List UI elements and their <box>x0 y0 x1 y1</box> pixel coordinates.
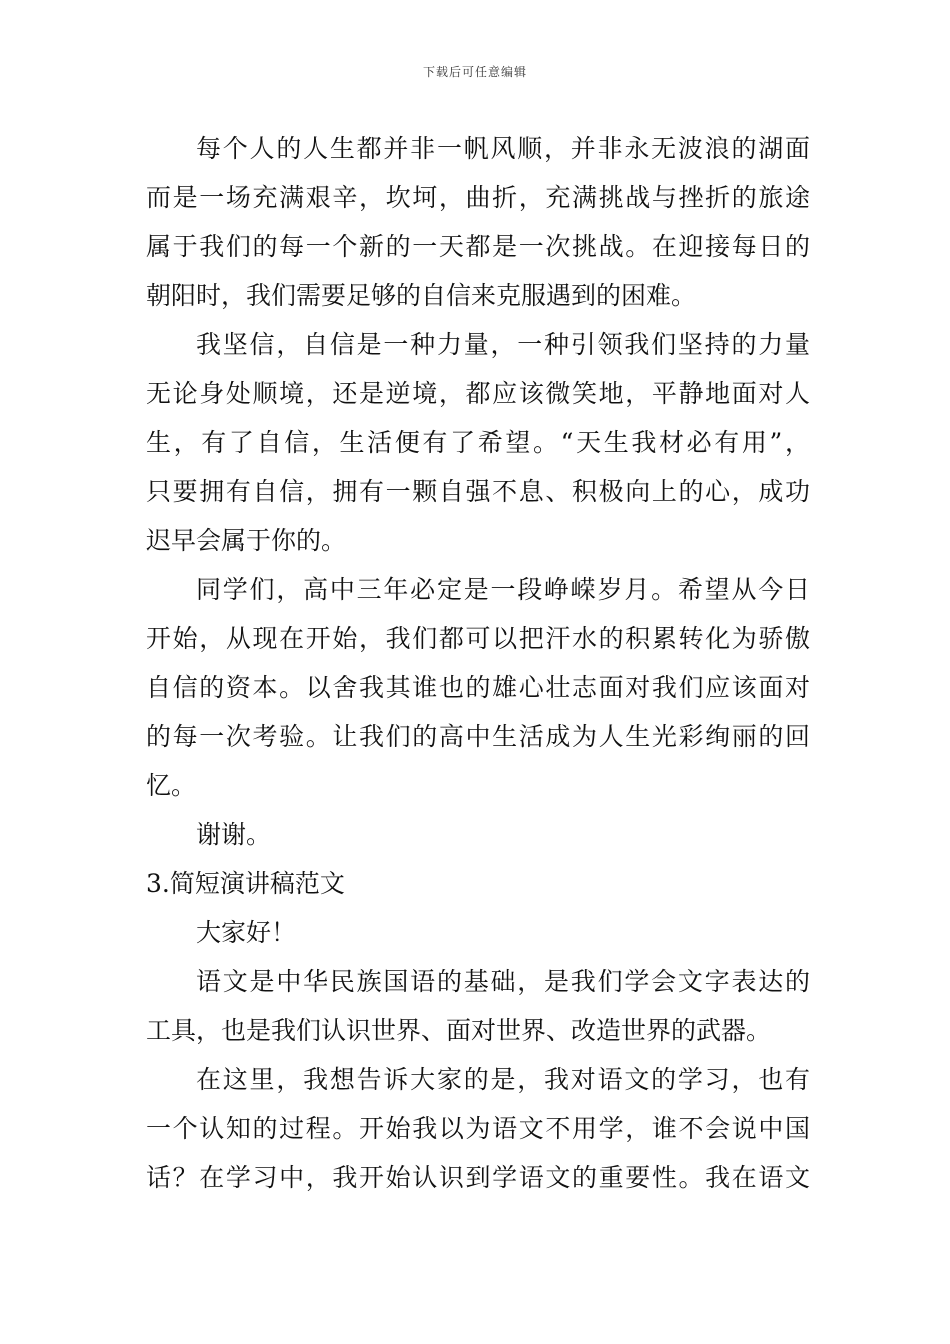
greeting-line: 大家好！ <box>196 918 297 947</box>
paragraph-line: 我坚信，自信是一种力量，一种引领我们坚持的力量 <box>196 330 810 359</box>
paragraph-line: 忆。 <box>146 771 197 800</box>
paragraph-line: 谢谢。 <box>196 820 272 849</box>
paragraph-line: 的每一次考验。让我们的高中生活成为人生光彩绚丽的回 <box>146 722 810 751</box>
paragraph-line: 属于我们的每一个新的一天都是一次挑战。在迎接每日的 <box>146 232 810 261</box>
paragraph-line: 工具，也是我们认识世界、面对世界、改造世界的武器。 <box>146 1016 772 1045</box>
paragraph-line: 语文是中华民族国语的基础，是我们学会文字表达的 <box>196 967 810 996</box>
paragraph-line: 迟早会属于你的。 <box>146 526 347 555</box>
section-heading: 3.简短演讲稿范文 <box>146 869 345 898</box>
document-body <box>146 124 810 1202</box>
paragraph-line: 在这里，我想告诉大家的是，我对语文的学习，也有 <box>196 1065 810 1094</box>
paragraph-line: 自信的资本。以舍我其谁也的雄心壮志面对我们应该面对 <box>146 673 810 702</box>
paragraph-line: 朝阳时，我们需要足够的自信来克服遇到的困难。 <box>146 281 697 310</box>
paragraph-line: 话？在学习中，我开始认识到学语文的重要性。我在语文 <box>146 1163 810 1192</box>
paragraph-line: 无论身处顺境，还是逆境，都应该微笑地，平静地面对人 <box>146 379 810 408</box>
paragraph-line: 一个认知的过程。开始我以为语文不用学，谁不会说中国 <box>146 1114 810 1143</box>
paragraph-line: 只要拥有自信，拥有一颗自强不息、积极向上的心，成功 <box>146 477 810 506</box>
paragraph-line: 而是一场充满艰辛，坎坷，曲折，充满挑战与挫折的旅途 <box>146 183 810 212</box>
page-header: 下载后可任意编辑 <box>422 65 527 79</box>
paragraph-line: 生，有了自信，生活便有了希望。“天生我材必有用”， <box>146 428 810 457</box>
paragraph-line: 每个人的人生都并非一帆风顺，并非永无波浪的湖面 <box>196 134 810 163</box>
paragraph-line: 同学们，高中三年必定是一段峥嵘岁月。希望从今日 <box>196 575 810 604</box>
paragraph-line: 开始，从现在开始，我们都可以把汗水的积累转化为骄傲 <box>146 624 810 653</box>
